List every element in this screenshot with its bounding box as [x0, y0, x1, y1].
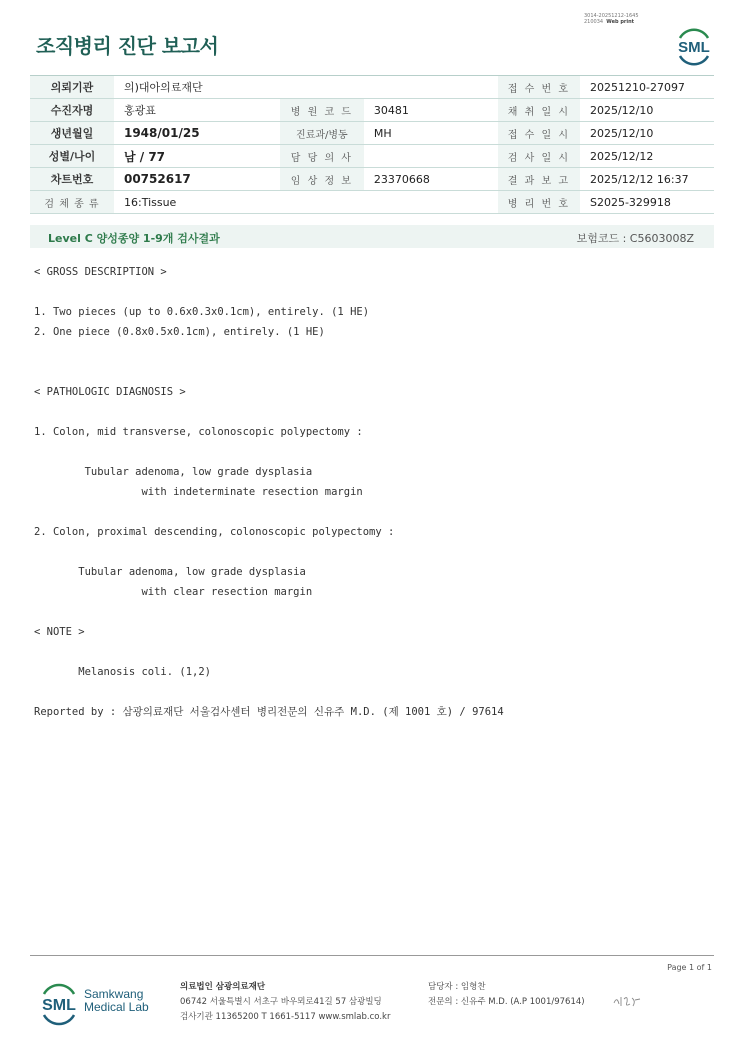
chart-no-label: 차트번호: [30, 168, 114, 191]
result-date-value: 2025/12/12 16:37: [580, 168, 714, 191]
report-line: [34, 342, 724, 362]
footer-staff: [428, 980, 585, 1010]
table-row: [30, 145, 714, 168]
collection-date-label: 채 취 일 시: [498, 99, 580, 122]
sex-age-label: 성별/나이: [30, 145, 114, 168]
report-line: [34, 502, 724, 522]
report-body: [34, 262, 724, 722]
sml-logo-icon: [36, 980, 82, 1026]
name-label: 수진자명: [30, 99, 114, 122]
org-name: 의료법인 삼광의료재단: [180, 982, 266, 992]
test-name: Level C 양성종양 1-9개 검사결과: [48, 232, 220, 245]
report-line: [34, 402, 724, 422]
report-line: 1. Two pieces (up to 0.6x0.3x0.1cm), entirely. (1 HE): [34, 306, 370, 318]
specimen-value: 16:Tissue: [114, 191, 498, 214]
table-row: [30, 122, 714, 145]
report-line: [34, 282, 724, 302]
table-row: [30, 168, 714, 191]
brand-line1: Samkwang: [84, 987, 144, 1001]
report-line: Reported by : 삼광의료재단 서울검사센터 병리전문의 신유주 M.D. (제 1001 호) / 97614: [34, 706, 504, 718]
report-line: [34, 542, 724, 562]
table-row: [30, 99, 714, 122]
receipt-no-value: 20251210-27097: [580, 76, 714, 99]
report-line: [34, 682, 724, 702]
report-line: [34, 362, 724, 382]
footer-address: [180, 980, 390, 1025]
clinical-no-value: 23370668: [364, 168, 498, 191]
institution-value: 의)대아의료재단: [114, 76, 498, 99]
birth-value: 1948/01/25: [114, 122, 280, 145]
samkwang-logo: [36, 980, 156, 1026]
insurance-code: 보험코드 : C5603008Z: [576, 232, 694, 245]
sex-age-value: 남 / 77: [114, 145, 280, 168]
doctor-label: 담 당 의 사: [280, 145, 364, 168]
report-line: [34, 642, 724, 662]
contact: 검사기관 11365200 T 1661-5117 www.smlab.co.kr: [180, 1012, 391, 1022]
dept-label: 진료과/병동: [280, 122, 364, 145]
dept-value: MH: [364, 122, 498, 145]
sml-logo-text: SML: [678, 39, 710, 56]
test-date-label: 검 사 일 시: [498, 145, 580, 168]
receipt-date-label: 접 수 일 시: [498, 122, 580, 145]
table-row: [30, 191, 714, 214]
report-line: < NOTE >: [34, 626, 85, 638]
institution-label: 의뢰기관: [30, 76, 114, 99]
receipt-no-label: 접 수 번 호: [498, 76, 580, 99]
page-number: Page 1 of 1: [667, 963, 712, 972]
report-line: [34, 442, 724, 462]
report-line: Melanosis coli. (1,2): [34, 666, 212, 678]
test-bar: [30, 225, 714, 248]
doctor-value: [364, 145, 498, 168]
collection-date-value: 2025/12/10: [580, 99, 714, 122]
print-mode: Web print: [606, 19, 635, 25]
print-id: [584, 13, 664, 25]
report-line: Tubular adenoma, low grade dysplasia: [34, 566, 306, 578]
specialist-line: 전문의 : 신유주 M.D. (A.P 1001/97614): [428, 997, 585, 1007]
sml-logo-text: SML: [42, 997, 76, 1014]
report-line: 1. Colon, mid transverse, colonoscopic polypectomy :: [34, 426, 363, 438]
report-line: Tubular adenoma, low grade dysplasia: [34, 466, 313, 478]
hospital-code-value: 30481: [364, 99, 498, 122]
sml-logo-icon: [672, 24, 716, 66]
report-line: < GROSS DESCRIPTION >: [34, 266, 167, 278]
pathology-no-value: S2025-329918: [580, 191, 714, 214]
test-date-value: 2025/12/12: [580, 145, 714, 168]
hospital-code-label: 병 원 코 드: [280, 99, 364, 122]
print-id-line1: 3014-20251212-1645: [584, 13, 639, 19]
clinical-no-label: 임 상 정 보: [280, 168, 364, 191]
report-line: < PATHOLOGIC DIAGNOSIS >: [34, 386, 186, 398]
birth-label: 생년월일: [30, 122, 114, 145]
report-title: 조직병리 진단 보고서: [36, 34, 219, 58]
result-date-label: 결 과 보 고: [498, 168, 580, 191]
brand-line2: Medical Lab: [84, 1000, 149, 1014]
report-line: with clear resection margin: [34, 586, 313, 598]
specimen-label: 검 체 종 류: [30, 191, 114, 214]
footer-divider: [30, 955, 714, 956]
chart-no-value: 00752617: [114, 168, 280, 191]
print-id-line2: 210034: [584, 19, 604, 25]
signature: [612, 993, 642, 1009]
receipt-date-value: 2025/12/10: [580, 122, 714, 145]
report-line: 2. Colon, proximal descending, colonoscopic polypectomy :: [34, 526, 395, 538]
patient-info-table: [30, 75, 714, 214]
address: 06742 서울특별시 서초구 바우뫼로41길 57 삼광빌딩: [180, 997, 382, 1007]
pathology-no-label: 병 리 번 호: [498, 191, 580, 214]
report-line: [34, 602, 724, 622]
name-value: 홍광표: [114, 99, 280, 122]
staff-line: 담당자 : 임형찬: [428, 982, 486, 992]
report-line: 2. One piece (0.8x0.5x0.1cm), entirely. (1 HE): [34, 326, 325, 338]
report-line: with indeterminate resection margin: [34, 486, 363, 498]
table-row: [30, 76, 714, 99]
